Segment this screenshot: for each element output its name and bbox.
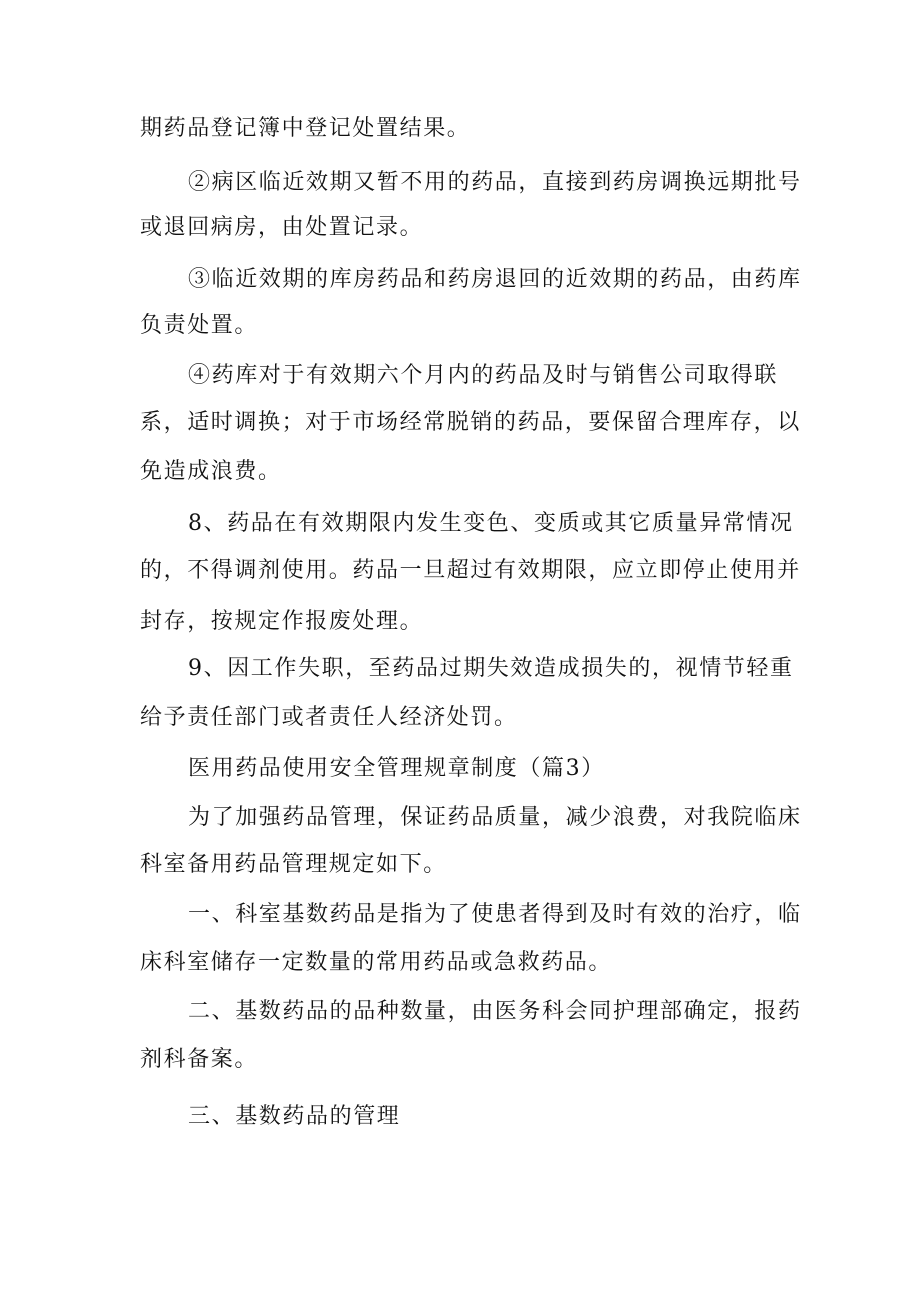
paragraph-line: 给予责任部门或者责任人经济处罚。 (140, 705, 518, 730)
paragraph-line: 科室备用药品管理规定如下。 (140, 852, 447, 877)
paragraph-line: 一、科室基数药品是指为了使患者得到及时有效的治疗，临 (188, 902, 802, 927)
paragraph-line: 封存，按规定作报废处理。 (140, 609, 424, 634)
paragraph-line: 负责处置。 (140, 313, 259, 338)
paragraph-line: 的，不得调剂使用。药品一旦超过有效期限，应立即停止使用并 (140, 558, 801, 583)
paragraph-line: 或退回病房，由处置记录。 (140, 215, 424, 240)
paragraph-line: 二、基数药品的品种数量，由医务科会同护理部确定，报药 (188, 999, 802, 1024)
paragraph-line: 为了加强药品管理，保证药品质量，减少浪费，对我院临床 (188, 805, 802, 830)
paragraph-line: ②病区临近效期又暂不用的药品，直接到药房调换远期批号 (188, 170, 802, 195)
paragraph-line: 8、药品在有效期限内发生变色、变质或其它质量异常情况 (188, 511, 794, 536)
paragraph-line: 床科室储存一定数量的常用药品或急救药品。 (140, 950, 613, 975)
paragraph-line: 9、因工作失职，至药品过期失效造成损失的，视情节轻重 (188, 656, 794, 681)
paragraph-line: 期药品登记簿中登记处置结果。 (140, 116, 471, 141)
section-heading: 医用药品使用安全管理规章制度（篇3） (188, 756, 605, 781)
paragraph-line: ④药库对于有效期六个月内的药品及时与销售公司取得联 (188, 363, 779, 388)
paragraph-line: 剂科备案。 (140, 1047, 259, 1072)
paragraph-line: 免造成浪费。 (140, 459, 282, 484)
paragraph-line: ③临近效期的库房药品和药房退回的近效期的药品，由药库 (188, 267, 802, 292)
paragraph-line: 三、基数药品的管理 (188, 1104, 401, 1129)
paragraph-line: 系，适时调换；对于市场经常脱销的药品，要保留合理库存，以 (140, 410, 801, 435)
